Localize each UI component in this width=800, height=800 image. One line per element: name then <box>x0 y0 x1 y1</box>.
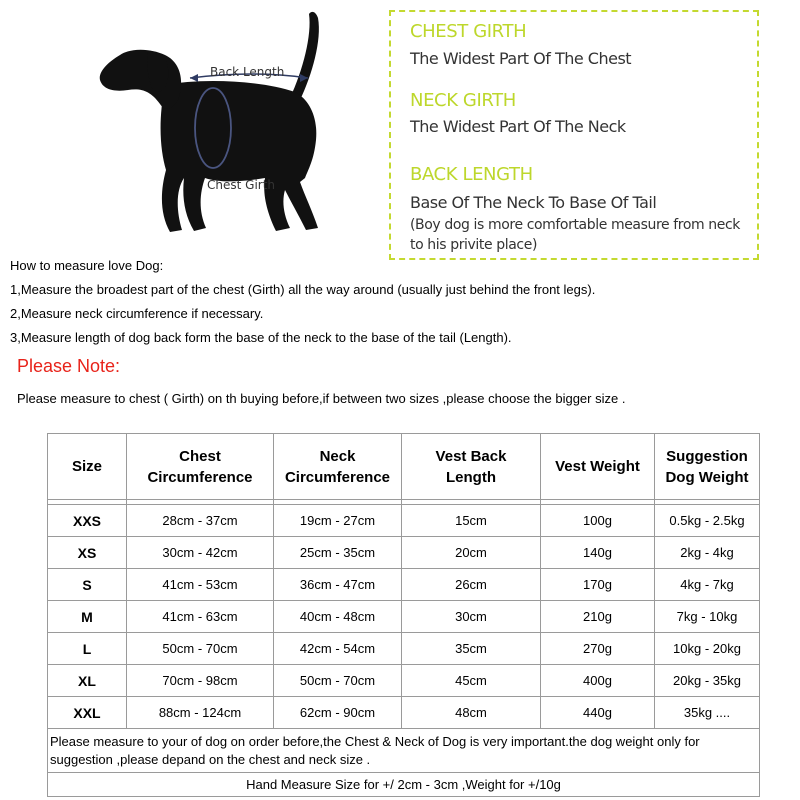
cell-neck: 40cm - 48cm <box>274 601 402 633</box>
cell-dog: 10kg - 20kg <box>655 633 760 665</box>
cell-dog: 7kg - 10kg <box>655 601 760 633</box>
back-length-title: BACK LENGTH <box>410 164 533 185</box>
cell-size: XS <box>48 537 127 569</box>
cell-chest: 70cm - 98cm <box>127 665 274 697</box>
footer-note-text: Please measure to your of dog on order before,the Chest & Neck of Dog is very important.the dog weight only for suggestion ,please depand on the chest and neck size . <box>48 729 760 773</box>
cell-back: 26cm <box>402 569 541 601</box>
cell-neck: 42cm - 54cm <box>274 633 402 665</box>
table-row <box>48 697 760 729</box>
cell-back: 20cm <box>402 537 541 569</box>
table-row <box>48 665 760 697</box>
please-note-text: Please measure to chest ( Girth) on th buying before,if between two sizes ,please choose the bigger size . <box>17 391 626 406</box>
table-header-row <box>48 434 760 500</box>
cell-neck: 62cm - 90cm <box>274 697 402 729</box>
cell-neck: 25cm - 35cm <box>274 537 402 569</box>
cell-neck: 36cm - 47cm <box>274 569 402 601</box>
cell-weight: 100g <box>541 505 655 537</box>
instructions-heading: How to measure love Dog: <box>10 258 164 273</box>
cell-back: 48cm <box>402 697 541 729</box>
cell-neck: 19cm - 27cm <box>274 505 402 537</box>
back-length-label: Back Length <box>210 65 285 79</box>
table-row <box>48 633 760 665</box>
footer-tolerance-text: Hand Measure Size for +/ 2cm - 3cm ,Weight for +/10g <box>48 773 760 797</box>
cell-dog: 35kg .... <box>655 697 760 729</box>
cell-back: 15cm <box>402 505 541 537</box>
dog-silhouette-icon <box>100 12 319 232</box>
instruction-step-2: 2,Measure neck circumference if necessary. <box>10 306 264 321</box>
cell-size: M <box>48 601 127 633</box>
instruction-step-1: 1,Measure the broadest part of the chest (Girth) all the way around (usually just behind the front legs). <box>10 282 596 297</box>
header-chest: Chest Circumference <box>127 434 274 500</box>
cell-back: 35cm <box>402 633 541 665</box>
cell-chest: 41cm - 63cm <box>127 601 274 633</box>
dog-measurement-diagram <box>0 0 390 250</box>
cell-dog: 4kg - 7kg <box>655 569 760 601</box>
table-row <box>48 569 760 601</box>
back-length-desc: Base Of The Neck To Base Of Tail <box>410 193 657 212</box>
cell-weight: 140g <box>541 537 655 569</box>
chest-girth-label: Chest Girth <box>207 178 276 192</box>
instruction-step-3: 3,Measure length of dog back form the base of the neck to the base of the tail (Length). <box>10 330 512 345</box>
cell-chest: 50cm - 70cm <box>127 633 274 665</box>
cell-chest: 30cm - 42cm <box>127 537 274 569</box>
back-length-note: (Boy dog is more comfortable measure from neck to his privite place) <box>410 217 740 253</box>
cell-weight: 440g <box>541 697 655 729</box>
cell-weight: 400g <box>541 665 655 697</box>
cell-chest: 88cm - 124cm <box>127 697 274 729</box>
cell-size: L <box>48 633 127 665</box>
measurement-legend <box>389 10 759 260</box>
cell-size: XXL <box>48 697 127 729</box>
chest-girth-title: CHEST GIRTH <box>410 21 527 42</box>
header-dog-weight: Suggestion Dog Weight <box>655 434 760 500</box>
chest-girth-desc: The Widest Part Of The Chest <box>410 49 632 68</box>
cell-weight: 170g <box>541 569 655 601</box>
header-weight: Vest Weight <box>541 434 655 500</box>
size-chart-table <box>47 433 760 797</box>
header-neck: Neck Circumference <box>274 434 402 500</box>
header-size: Size <box>48 434 127 500</box>
cell-chest: 28cm - 37cm <box>127 505 274 537</box>
cell-neck: 50cm - 70cm <box>274 665 402 697</box>
cell-dog: 0.5kg - 2.5kg <box>655 505 760 537</box>
header-back: Vest Back Length <box>402 434 541 500</box>
cell-chest: 41cm - 53cm <box>127 569 274 601</box>
table-row <box>48 601 760 633</box>
cell-back: 30cm <box>402 601 541 633</box>
table-footer-tolerance <box>48 773 760 797</box>
please-note-heading: Please Note: <box>17 356 121 376</box>
table-footer-note <box>48 729 760 773</box>
neck-girth-title: NECK GIRTH <box>410 90 516 111</box>
cell-back: 45cm <box>402 665 541 697</box>
cell-weight: 270g <box>541 633 655 665</box>
cell-weight: 210g <box>541 601 655 633</box>
cell-dog: 20kg - 35kg <box>655 665 760 697</box>
cell-size: S <box>48 569 127 601</box>
cell-size: XXS <box>48 505 127 537</box>
table-row <box>48 505 760 537</box>
cell-dog: 2kg - 4kg <box>655 537 760 569</box>
neck-girth-desc: The Widest Part Of The Neck <box>410 117 626 136</box>
cell-size: XL <box>48 665 127 697</box>
table-row <box>48 537 760 569</box>
